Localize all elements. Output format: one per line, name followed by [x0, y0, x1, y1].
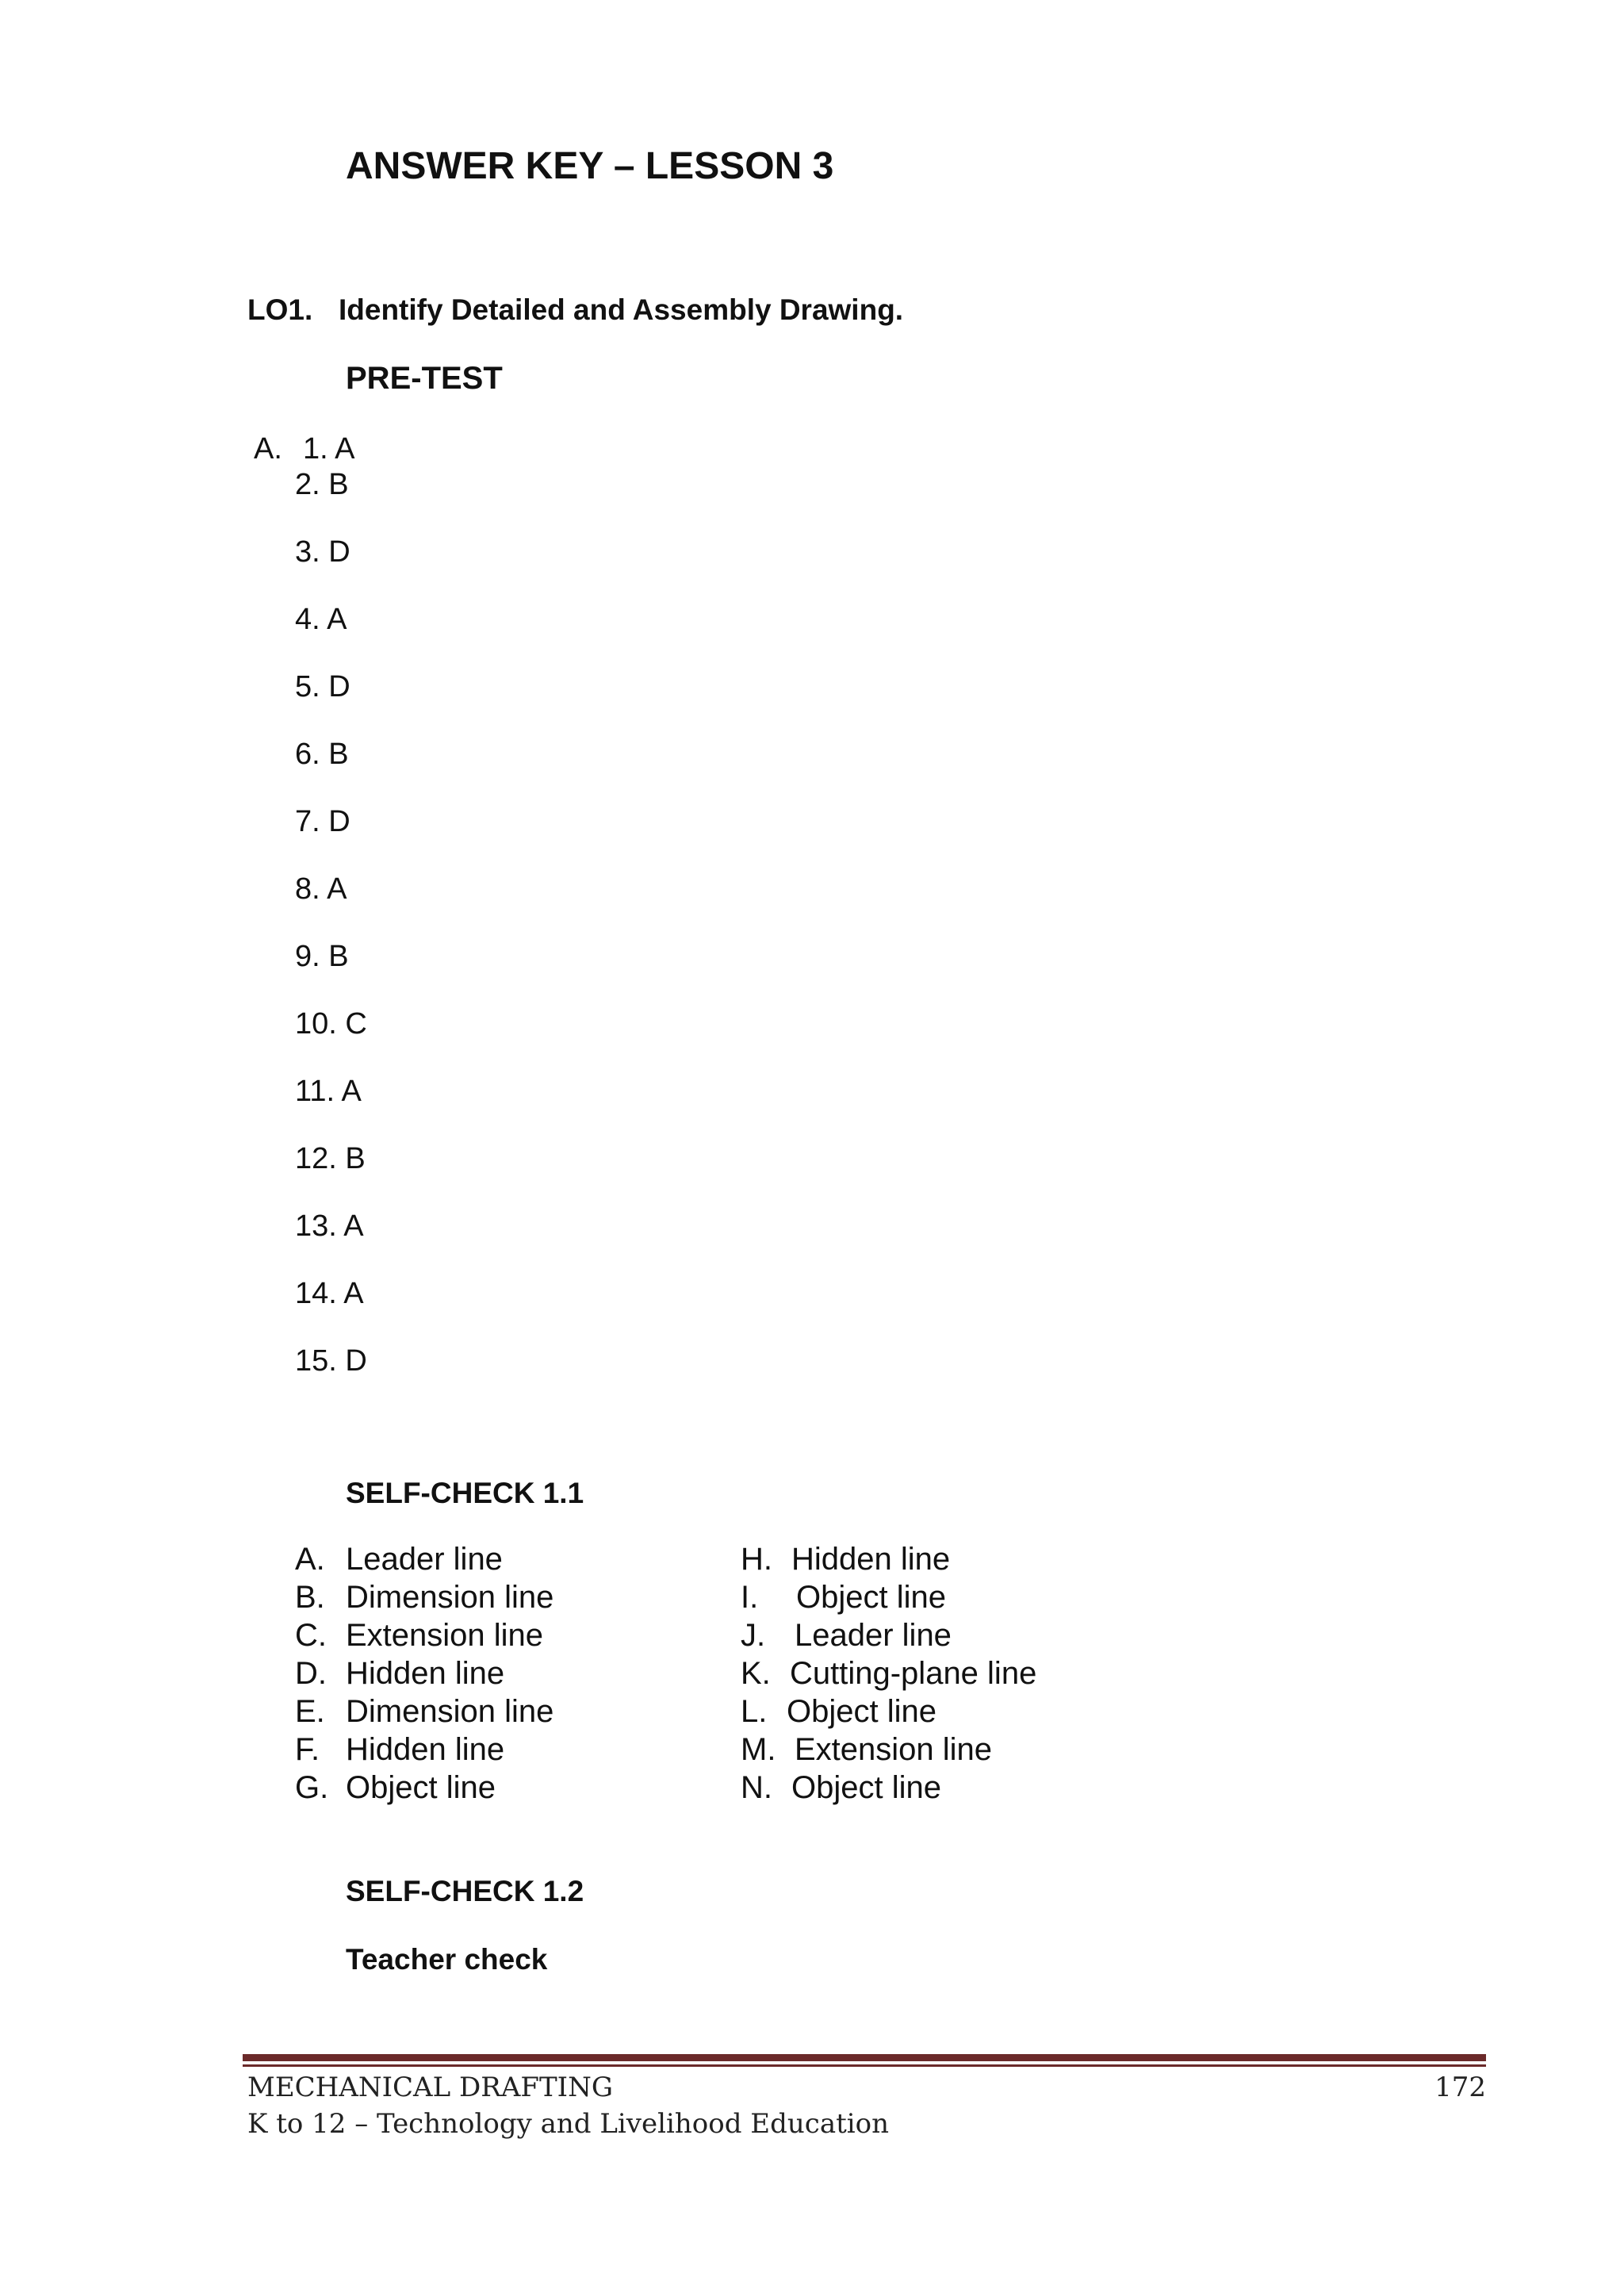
- answer-letter: F.: [295, 1732, 320, 1767]
- self-check-answer: [295, 1618, 543, 1654]
- answer-text: Object line: [787, 1694, 936, 1729]
- self-check-answer: [741, 1770, 941, 1806]
- pretest-answer: 6. B: [295, 738, 349, 771]
- answer-text: Object line: [796, 1580, 946, 1615]
- self-check-answer: [295, 1732, 504, 1768]
- page-number: 172: [1434, 2072, 1486, 2103]
- self-check-1-2-heading: SELF-CHECK 1.2: [346, 1875, 584, 1907]
- answer-text: Leader line: [795, 1618, 952, 1653]
- self-check-answer: [741, 1732, 992, 1768]
- self-check-answer: [295, 1770, 496, 1806]
- self-check-answer: [741, 1656, 1036, 1692]
- answer-text: Hidden line: [346, 1656, 505, 1691]
- answer-letter: E.: [295, 1694, 325, 1729]
- answer-text: Extension line: [795, 1732, 993, 1767]
- answer-letter: N.: [741, 1770, 772, 1805]
- answer-letter: L.: [741, 1694, 768, 1729]
- answer-text: Hidden line: [346, 1732, 505, 1767]
- learning-outcome: [247, 293, 903, 327]
- pretest-answer: 7. D: [295, 805, 350, 838]
- answer-letter: C.: [295, 1618, 327, 1653]
- pretest-answer: 10. C: [295, 1007, 367, 1041]
- self-check-answer: [741, 1542, 950, 1577]
- answer-text: Dimension line: [346, 1694, 554, 1729]
- self-check-answer: [295, 1542, 503, 1577]
- pretest-answer: 12. B: [295, 1142, 366, 1175]
- answer-text: Dimension line: [346, 1580, 554, 1615]
- self-check-answer: [295, 1580, 553, 1616]
- self-check-answer: [295, 1694, 553, 1730]
- pretest-answer: 4. A: [295, 603, 347, 636]
- pretest-answer: 2. B: [295, 468, 349, 501]
- pretest-heading: PRE-TEST: [346, 361, 503, 396]
- pretest-answer: 14. A: [295, 1277, 364, 1310]
- answer-text: Hidden line: [791, 1542, 951, 1577]
- pretest-answer: 1. A: [303, 432, 355, 466]
- answer-letter: M.: [741, 1732, 776, 1767]
- pretest-answer: 3. D: [295, 535, 350, 569]
- pretest-answer: 8. A: [295, 872, 347, 906]
- pretest-answer: 5. D: [295, 670, 350, 703]
- footer-subtitle: K to 12 – Technology and Livelihood Education: [247, 2108, 889, 2140]
- pretest-answer: 9. B: [295, 940, 349, 973]
- pretest-section-marker: A.: [254, 432, 282, 466]
- self-check-answer: [741, 1618, 952, 1654]
- self-check-answer: [741, 1694, 936, 1730]
- answer-letter: K.: [741, 1656, 771, 1691]
- self-check-answer: [295, 1656, 504, 1692]
- answer-letter: B.: [295, 1580, 325, 1615]
- page-title: ANSWER KEY – LESSON 3: [346, 145, 834, 187]
- footer-divider: [243, 2054, 1486, 2061]
- answer-text: Extension line: [346, 1618, 544, 1653]
- answer-text: Leader line: [346, 1542, 503, 1577]
- pretest-answer: 11. A: [295, 1075, 362, 1108]
- answer-letter: D.: [295, 1656, 327, 1691]
- pretest-answer: 15. D: [295, 1344, 367, 1378]
- footer-course: MECHANICAL DRAFTING: [247, 2072, 614, 2103]
- answer-letter: A.: [295, 1542, 325, 1577]
- answer-letter: G.: [295, 1770, 329, 1805]
- footer-divider-thin: [243, 2064, 1486, 2067]
- learning-outcome-text: Identify Detailed and Assembly Drawing.: [339, 293, 904, 326]
- self-check-1-2-note: Teacher check: [346, 1943, 548, 1976]
- answer-letter: I.: [741, 1580, 759, 1615]
- answer-text: Object line: [346, 1770, 496, 1805]
- answer-text: Cutting-plane line: [790, 1656, 1037, 1691]
- self-check-answer: [741, 1580, 946, 1616]
- answer-letter: H.: [741, 1542, 772, 1577]
- self-check-1-1-heading: SELF-CHECK 1.1: [346, 1477, 584, 1509]
- pretest-answer: 13. A: [295, 1209, 364, 1243]
- answer-letter: J.: [741, 1618, 766, 1653]
- learning-outcome-code: LO1.: [247, 293, 313, 326]
- answer-text: Object line: [791, 1770, 941, 1805]
